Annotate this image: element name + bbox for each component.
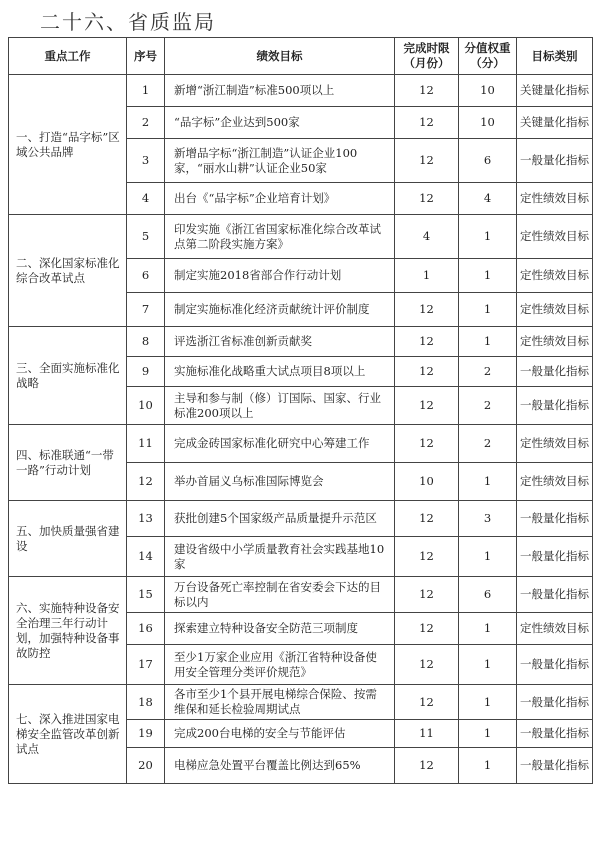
weight-cell: 1 [459,293,517,327]
deadline-cell: 11 [395,720,459,748]
seq-cell: 14 [127,537,165,577]
seq-cell: 11 [127,425,165,463]
deadline-cell: 12 [395,645,459,685]
category-cell: 一般量化指标 [517,645,593,685]
goal-cell: 万台设备死亡率控制在省安委会下达的目标以内 [165,577,395,613]
seq-cell: 17 [127,645,165,685]
category-cell: 定性绩效目标 [517,293,593,327]
weight-cell: 4 [459,183,517,215]
deadline-cell: 12 [395,425,459,463]
category-cell: 定性绩效目标 [517,613,593,645]
weight-cell: 10 [459,75,517,107]
category-cell: 一般量化指标 [517,501,593,537]
table-header-row [9,38,593,75]
weight-cell: 1 [459,259,517,293]
goal-cell: 各市至少1个县开展电梯综合保险、按需维保和延长检验周期试点 [165,685,395,720]
goal-cell: 评选浙江省标准创新贡献奖 [165,327,395,357]
seq-cell: 5 [127,215,165,259]
table-row [9,425,593,463]
seq-cell: 9 [127,357,165,387]
goal-cell: 制定实施2018省部合作行动计划 [165,259,395,293]
weight-cell: 1 [459,537,517,577]
header-deadline: 完成时限（月份） [395,38,459,75]
seq-cell: 6 [127,259,165,293]
goal-cell: 探索建立特种设备安全防范三项制度 [165,613,395,645]
category-cell: 定性绩效目标 [517,259,593,293]
deadline-cell: 12 [395,577,459,613]
deadline-cell: 12 [395,501,459,537]
seq-cell: 1 [127,75,165,107]
table-row [9,577,593,613]
focus-work-cell: 五、加快质量强省建设 [9,501,127,577]
table-row [9,685,593,720]
performance-table [8,37,593,784]
header-weight: 分值权重（分） [459,38,517,75]
goal-cell: 完成200台电梯的安全与节能评估 [165,720,395,748]
goal-cell: 完成金砖国家标准化研究中心筹建工作 [165,425,395,463]
category-cell: 一般量化指标 [517,139,593,183]
weight-cell: 1 [459,748,517,784]
deadline-cell: 12 [395,387,459,425]
weight-cell: 3 [459,501,517,537]
weight-cell: 1 [459,613,517,645]
goal-cell: 实施标准化战略重大试点项目8项以上 [165,357,395,387]
page-title: 二十六、省质监局 [40,10,216,34]
category-cell: 定性绩效目标 [517,183,593,215]
table-row [9,501,593,537]
focus-work-cell: 二、深化国家标准化综合改革试点 [9,215,127,327]
seq-cell: 8 [127,327,165,357]
weight-cell: 2 [459,357,517,387]
category-cell: 一般量化指标 [517,748,593,784]
focus-work-cell: 三、全面实施标准化战略 [9,327,127,425]
category-cell: 定性绩效目标 [517,463,593,501]
deadline-cell: 12 [395,613,459,645]
seq-cell: 20 [127,748,165,784]
category-cell: 一般量化指标 [517,357,593,387]
weight-cell: 1 [459,327,517,357]
weight-cell: 1 [459,685,517,720]
category-cell: 定性绩效目标 [517,327,593,357]
weight-cell: 6 [459,577,517,613]
deadline-cell: 12 [395,75,459,107]
goal-cell: 印发实施《浙江省国家标准化综合改革试点第二阶段实施方案》 [165,215,395,259]
goal-cell: 建设省级中小学质量教育社会实践基地10家 [165,537,395,577]
focus-work-cell: 一、打造“品字标”区域公共品牌 [9,75,127,215]
seq-cell: 12 [127,463,165,501]
header-category: 目标类别 [517,38,593,75]
table-row [9,215,593,259]
goal-cell: 新增“浙江制造”标准500项以上 [165,75,395,107]
deadline-cell: 10 [395,463,459,501]
seq-cell: 18 [127,685,165,720]
seq-cell: 19 [127,720,165,748]
weight-cell: 1 [459,215,517,259]
weight-cell: 10 [459,107,517,139]
category-cell: 一般量化指标 [517,577,593,613]
category-cell: 定性绩效目标 [517,425,593,463]
header-focus: 重点工作 [9,38,127,75]
deadline-cell: 12 [395,139,459,183]
category-cell: 一般量化指标 [517,685,593,720]
category-cell: 定性绩效目标 [517,215,593,259]
goal-cell: 制定实施标准化经济贡献统计评价制度 [165,293,395,327]
category-cell: 一般量化指标 [517,387,593,425]
category-cell: 关键量化指标 [517,75,593,107]
goal-cell: 主导和参与制（修）订国际、国家、行业标准200项以上 [165,387,395,425]
goal-cell: 新增品字标“浙江制造”认证企业100家，“丽水山耕”认证企业50家 [165,139,395,183]
goal-cell: 举办首届义乌标准国际博览会 [165,463,395,501]
seq-cell: 3 [127,139,165,183]
seq-cell: 10 [127,387,165,425]
goal-cell: 获批创建5个国家级产品质量提升示范区 [165,501,395,537]
category-cell: 一般量化指标 [517,720,593,748]
focus-work-cell: 四、标准联通“一带一路”行动计划 [9,425,127,501]
deadline-cell: 12 [395,685,459,720]
goal-cell: “品字标”企业达到500家 [165,107,395,139]
table-row [9,327,593,357]
seq-cell: 16 [127,613,165,645]
deadline-cell: 12 [395,537,459,577]
category-cell: 关键量化指标 [517,107,593,139]
weight-cell: 1 [459,720,517,748]
seq-cell: 4 [127,183,165,215]
deadline-cell: 12 [395,293,459,327]
deadline-cell: 12 [395,183,459,215]
deadline-cell: 12 [395,107,459,139]
goal-cell: 电梯应急处置平台覆盖比例达到65% [165,748,395,784]
seq-cell: 2 [127,107,165,139]
seq-cell: 15 [127,577,165,613]
weight-cell: 1 [459,645,517,685]
goal-cell: 出台《“品字标”企业培育计划》 [165,183,395,215]
category-cell: 一般量化指标 [517,537,593,577]
deadline-cell: 4 [395,215,459,259]
deadline-cell: 12 [395,357,459,387]
header-seq: 序号 [127,38,165,75]
focus-work-cell: 七、深入推进国家电梯安全监管改革创新试点 [9,685,127,784]
seq-cell: 7 [127,293,165,327]
weight-cell: 2 [459,425,517,463]
weight-cell: 1 [459,463,517,501]
table-row [9,75,593,107]
deadline-cell: 12 [395,327,459,357]
weight-cell: 6 [459,139,517,183]
focus-work-cell: 六、实施特种设备安全治理三年行动计划，加强特种设备事故防控 [9,577,127,685]
seq-cell: 13 [127,501,165,537]
deadline-cell: 1 [395,259,459,293]
header-goal: 绩效目标 [165,38,395,75]
weight-cell: 2 [459,387,517,425]
deadline-cell: 12 [395,748,459,784]
goal-cell: 至少1万家企业应用《浙江省特种设备使用安全管理分类评价规范》 [165,645,395,685]
